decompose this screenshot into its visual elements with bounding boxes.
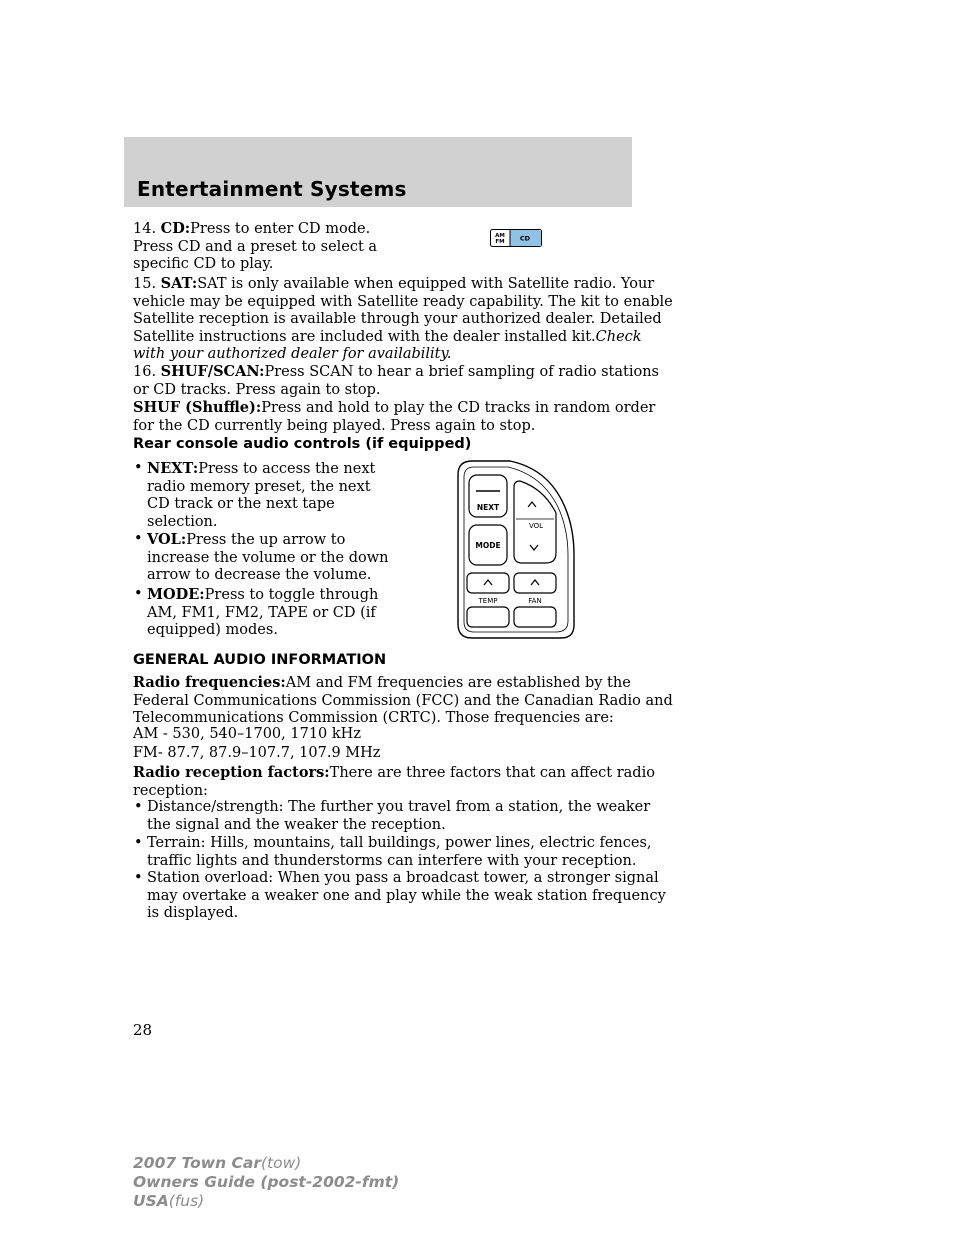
bullet-vol: VOL:Press the up arrow to increase the volume or the down arrow to decrease the volume. xyxy=(147,531,389,583)
document-footer: 2007 Town Car(tow) Owners Guide (post-2002-fmt) USA(fus) xyxy=(133,1154,400,1210)
bullet-icon: • xyxy=(134,460,143,476)
svg-text:VOL: VOL xyxy=(528,522,544,530)
bullet-next: NEXT:Press to access the next radio memory preset, the next CD track or the next tape selection. xyxy=(147,460,376,530)
bullet-icon: • xyxy=(134,586,143,602)
item-15-sat: 15. SAT:SAT is only available when equipped with Satellite radio. Your vehicle may be equipped with Satellite ready capability. The kit to enable Satellite reception is available through your authorized dealer. Detailed Satellite instructions are included with the dealer installed kit.Check with your authorized dealer for availability. xyxy=(133,275,673,362)
bullet-mode: MODE:Press to toggle through AM, FM1, FM2, TAPE or CD (if equipped) modes. xyxy=(147,586,379,638)
fm-frequencies: FM- 87.7, 87.9–107.7, 107.9 MHz xyxy=(133,745,381,761)
temp-button xyxy=(467,573,509,593)
svg-text:TEMP: TEMP xyxy=(478,597,498,605)
section-header xyxy=(124,137,632,207)
factor-distance: Distance/strength: The further you travel from a station, the weaker the signal and the weaker the reception. xyxy=(147,799,651,833)
svg-text:MODE: MODE xyxy=(475,541,501,550)
section-title: Entertainment Systems xyxy=(137,177,407,201)
page-number: 28 xyxy=(133,1021,153,1039)
item-shuffle: SHUF (Shuffle):Press and hold to play the CD tracks in random order for the CD currently being played. Press again to stop. xyxy=(133,399,656,434)
item-16-shuf-scan: 16. SHUF/SCAN:Press SCAN to hear a brief sampling of radio stations or CD tracks. Press again to stop. xyxy=(133,363,659,398)
bullet-icon: • xyxy=(134,531,143,547)
am-fm-cd-button-icon xyxy=(490,229,542,247)
rear-console-heading: Rear console audio controls (if equipped) xyxy=(133,436,472,452)
factor-terrain: Terrain: Hills, mountains, tall buildings, power lines, electric fences, traffic lights and thunderstorms can interfere with your reception. xyxy=(147,835,652,869)
am-frequencies: AM - 530, 540–1700, 1710 kHz xyxy=(133,726,361,742)
svg-text:NEXT: NEXT xyxy=(476,503,500,512)
fan-button xyxy=(514,573,556,593)
svg-text:FM: FM xyxy=(495,239,505,245)
general-audio-heading: GENERAL AUDIO INFORMATION xyxy=(133,652,387,668)
bullet-icon: • xyxy=(134,870,143,886)
bullet-icon: • xyxy=(134,799,143,815)
rear-console-controls-illustration xyxy=(452,457,582,642)
bullet-icon: • xyxy=(134,835,143,851)
item-14-cd: 14. CD:Press to enter CD mode. Press CD and a preset to select a specific CD to play. xyxy=(133,220,378,272)
radio-frequencies: Radio frequencies:AM and FM frequencies are established by the Federal Communications Commission (FCC) and the Canadian Radio and Telecommunications Commission (CRTC). Those frequencies are: xyxy=(133,674,673,726)
reception-factors: Radio reception factors:There are three factors that can affect radio reception: xyxy=(133,764,655,799)
svg-text:FAN: FAN xyxy=(528,597,542,605)
factor-overload: Station overload: When you pass a broadcast tower, a stronger signal may overtake a weaker one and play while the weak station frequency is displayed. xyxy=(147,870,666,921)
svg-text:CD: CD xyxy=(519,234,531,243)
svg-text:AM: AM xyxy=(495,233,505,239)
